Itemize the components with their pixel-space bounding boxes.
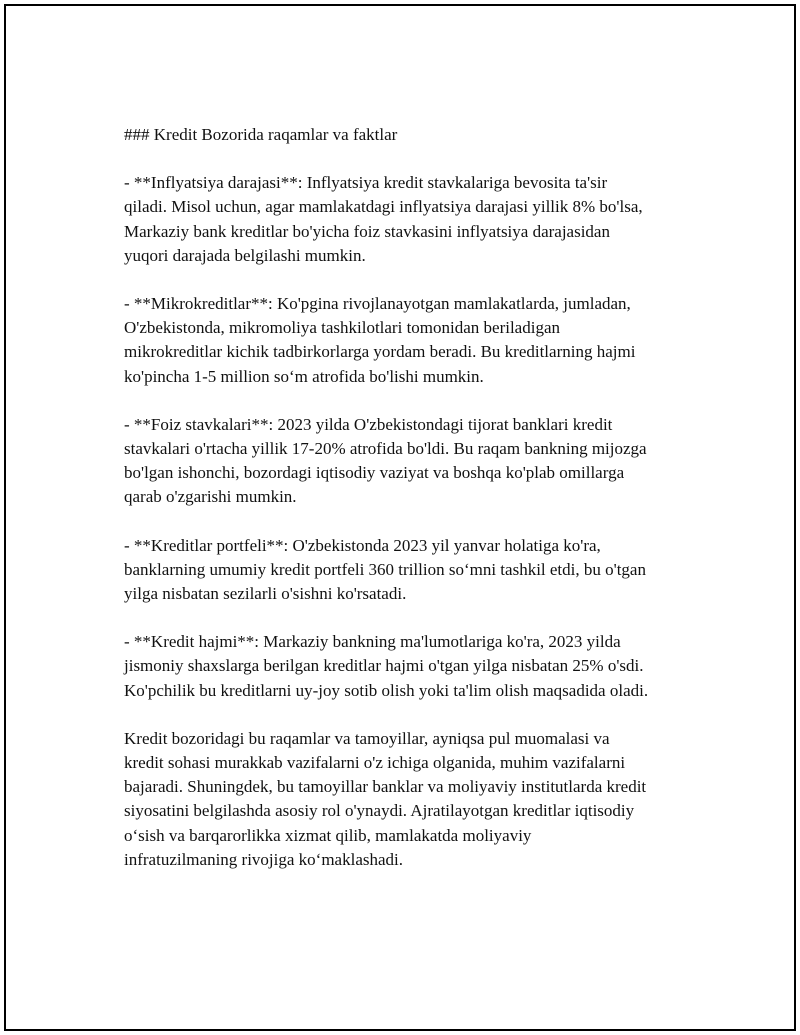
text-line: jismoniy shaxslarga berilgan kreditlar hajmi o'tgan yilga nisbatan 25% o'sdi. — [124, 656, 644, 676]
text-line: stavkalari o'rtacha yillik 17-20% atrofida bo'ldi. Bu raqam bankning mijozga — [124, 439, 647, 459]
text-line: banklarning umumiy kredit portfeli 360 trillion so‘mni tashkil etdi, bu o'tgan — [124, 559, 646, 579]
document-heading: ### Kredit Bozorida raqamlar va faktlar — [124, 125, 398, 144]
paragraph-credit-volume — [124, 630, 704, 703]
text-line: mikrokreditlar kichik tadbirkorlarga yordam beradi. Bu kreditlarning hajmi — [124, 342, 636, 362]
text-line: - **Mikrokreditlar**: Ko'pgina rivojlanayotgan mamlakatlarda, jumladan, — [124, 294, 631, 314]
text-line: qarab o'zgarishi mumkin. — [124, 487, 297, 507]
document-body — [124, 123, 704, 872]
text-line: ko'pincha 1-5 million so‘m atrofida bo'lishi mumkin. — [124, 366, 484, 386]
text-line: O'zbekistonda, mikromoliya tashkilotlari tomonidan beriladigan — [124, 318, 560, 338]
text-line: - **Kredit hajmi**: Markaziy bankning ma'lumotlariga ko'ra, 2023 yilda — [124, 632, 621, 652]
text-line: - **Inflyatsiya darajasi**: Inflyatsiya kredit stavkalariga bevosita ta'sir — [124, 173, 608, 193]
text-line: Markaziy bank kreditlar bo'yicha foiz stavkasini inflyatsiya darajasidan — [124, 221, 610, 241]
paragraph-inflation — [124, 171, 704, 268]
document-page — [4, 4, 796, 1031]
text-line: Ko'pchilik bu kreditlarni uy-joy sotib olish yoki ta'lim olish maqsadida oladi. — [124, 680, 649, 700]
paragraph-interest-rates — [124, 413, 704, 510]
text-line: - **Kreditlar portfeli**: O'zbekistonda 2023 yil yanvar holatiga ko'ra, — [124, 535, 601, 555]
text-line: o‘sish va barqarorlikka xizmat qilib, mamlakatda moliyaviy — [124, 825, 532, 845]
text-line: yilga nisbatan sezilarli o'sishni ko'rsatadi. — [124, 584, 407, 604]
text-line: siyosatini belgilashda asosiy rol o'ynaydi. Ajratilayotgan kreditlar iqtisodiy — [124, 801, 635, 821]
paragraph-loan-portfolio — [124, 534, 704, 607]
text-line: - **Foiz stavkalari**: 2023 yilda O'zbekistondagi tijorat banklari kredit — [124, 414, 613, 434]
text-line: infratuzilmaning rivojiga ko‘maklashadi. — [124, 849, 404, 869]
text-line: Kredit bozoridagi bu raqamlar va tamoyillar, ayniqsa pul muomalasi va — [124, 728, 610, 748]
text-line: yuqori darajada belgilashi mumkin. — [124, 245, 366, 265]
paragraph-conclusion — [124, 727, 704, 872]
text-line: qiladi. Misol uchun, agar mamlakatdagi inflyatsiya darajasi yillik 8% bo'lsa, — [124, 197, 643, 217]
text-line: bajaradi. Shuningdek, bu tamoyillar banklar va moliyaviy institutlarda kredit — [124, 777, 647, 797]
paragraph-microcredits — [124, 292, 704, 389]
text-line: kredit sohasi murakkab vazifalarni o'z ichiga olganida, muhim vazifalarni — [124, 753, 626, 773]
text-line: bo'lgan ishonchi, bozordagi iqtisodiy vaziyat va boshqa ko'plab omillarga — [124, 463, 625, 483]
